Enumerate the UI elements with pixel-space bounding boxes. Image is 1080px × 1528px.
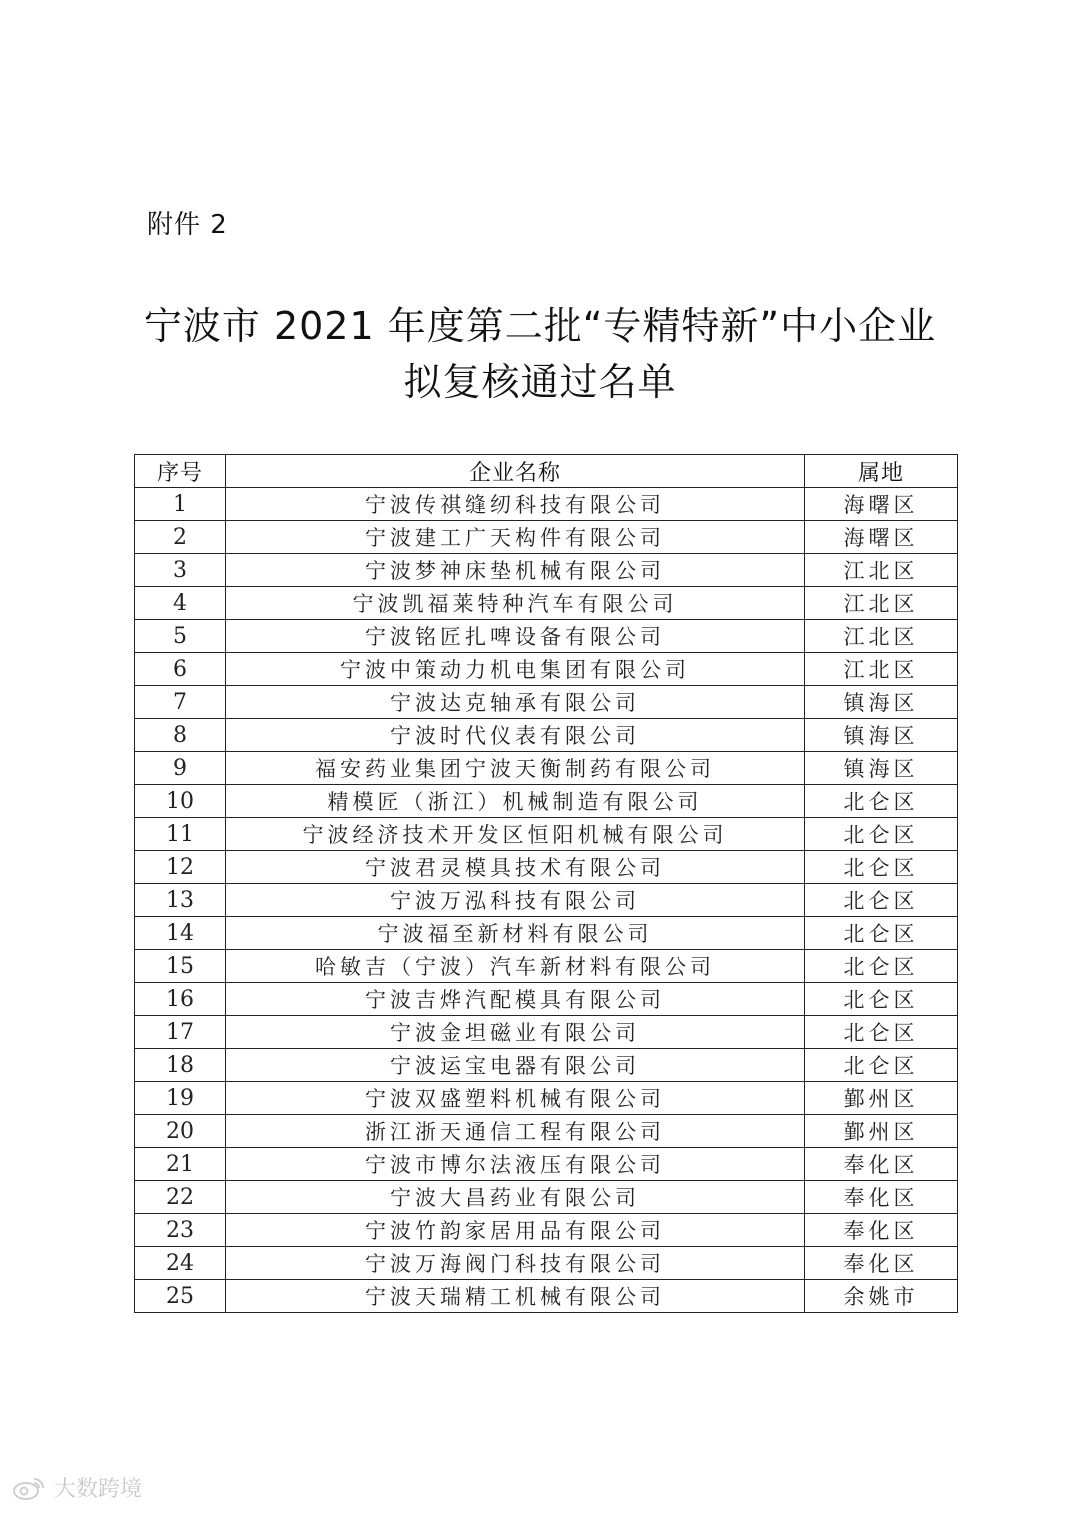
row-company-name: 宁波大昌药业有限公司 — [226, 1181, 805, 1214]
row-district: 江北区 — [805, 620, 958, 653]
weibo-logo-icon — [12, 1475, 46, 1501]
table-row — [135, 785, 958, 818]
row-index: 17 — [135, 1016, 226, 1049]
row-index: 16 — [135, 983, 226, 1016]
row-index: 21 — [135, 1148, 226, 1181]
row-company-name: 宁波建工广天构件有限公司 — [226, 521, 805, 554]
row-index: 19 — [135, 1082, 226, 1115]
row-district: 北仑区 — [805, 818, 958, 851]
row-company-name: 宁波万泓科技有限公司 — [226, 884, 805, 917]
title-line-1: 宁波市 2021 年度第二批“专精特新”中小企业 — [143, 304, 937, 348]
table-row — [135, 1247, 958, 1280]
row-district: 鄞州区 — [805, 1115, 958, 1148]
row-district: 北仑区 — [805, 785, 958, 818]
table-row — [135, 488, 958, 521]
row-company-name: 福安药业集团宁波天衡制药有限公司 — [226, 752, 805, 785]
table-row — [135, 521, 958, 554]
row-index: 22 — [135, 1181, 226, 1214]
table-row — [135, 686, 958, 719]
enterprise-table — [134, 454, 958, 1313]
row-district: 镇海区 — [805, 686, 958, 719]
table-row — [135, 620, 958, 653]
row-district: 奉化区 — [805, 1148, 958, 1181]
watermark-text: 大数跨境 — [54, 1477, 143, 1502]
table-row — [135, 884, 958, 917]
row-index: 25 — [135, 1280, 226, 1313]
row-index: 9 — [135, 752, 226, 785]
table-row — [135, 818, 958, 851]
table-row — [135, 917, 958, 950]
row-district: 北仑区 — [805, 983, 958, 1016]
row-index: 10 — [135, 785, 226, 818]
header-district: 属地 — [805, 455, 958, 488]
row-district: 江北区 — [805, 587, 958, 620]
row-district: 北仑区 — [805, 1016, 958, 1049]
row-index: 6 — [135, 653, 226, 686]
table-row — [135, 653, 958, 686]
row-index: 8 — [135, 719, 226, 752]
row-company-name: 浙江浙天通信工程有限公司 — [226, 1115, 805, 1148]
row-company-name: 宁波中策动力机电集团有限公司 — [226, 653, 805, 686]
row-index: 5 — [135, 620, 226, 653]
row-company-name: 宁波时代仪表有限公司 — [226, 719, 805, 752]
table-row — [135, 752, 958, 785]
row-company-name: 宁波万海阀门科技有限公司 — [226, 1247, 805, 1280]
table-row — [135, 1181, 958, 1214]
table-row — [135, 1049, 958, 1082]
row-district: 北仑区 — [805, 1049, 958, 1082]
table-row — [135, 1115, 958, 1148]
attachment-label: 附件 2 — [147, 210, 228, 240]
row-company-name: 宁波吉烨汽配模具有限公司 — [226, 983, 805, 1016]
row-company-name: 宁波天瑞精工机械有限公司 — [226, 1280, 805, 1313]
row-index: 24 — [135, 1247, 226, 1280]
row-district: 镇海区 — [805, 719, 958, 752]
row-district: 奉化区 — [805, 1181, 958, 1214]
watermark — [12, 1472, 142, 1503]
row-company-name: 宁波金坦磁业有限公司 — [226, 1016, 805, 1049]
row-district: 北仑区 — [805, 884, 958, 917]
row-index: 4 — [135, 587, 226, 620]
row-district: 鄞州区 — [805, 1082, 958, 1115]
table-row — [135, 1082, 958, 1115]
row-district: 江北区 — [805, 554, 958, 587]
row-district: 镇海区 — [805, 752, 958, 785]
row-company-name: 宁波君灵模具技术有限公司 — [226, 851, 805, 884]
row-index: 20 — [135, 1115, 226, 1148]
row-company-name: 宁波经济技术开发区恒阳机械有限公司 — [226, 818, 805, 851]
table-header-row — [135, 455, 958, 488]
row-company-name: 宁波竹韵家居用品有限公司 — [226, 1214, 805, 1247]
table-row — [135, 950, 958, 983]
row-index: 12 — [135, 851, 226, 884]
row-index: 13 — [135, 884, 226, 917]
row-district: 奉化区 — [805, 1247, 958, 1280]
row-district: 余姚市 — [805, 1280, 958, 1313]
row-company-name: 精模匠（浙江）机械制造有限公司 — [226, 785, 805, 818]
row-district: 海曙区 — [805, 521, 958, 554]
row-index: 18 — [135, 1049, 226, 1082]
row-district: 北仑区 — [805, 950, 958, 983]
table-row — [135, 587, 958, 620]
row-district: 北仑区 — [805, 851, 958, 884]
table-row — [135, 983, 958, 1016]
row-district: 奉化区 — [805, 1214, 958, 1247]
row-index: 2 — [135, 521, 226, 554]
table-row — [135, 554, 958, 587]
row-company-name: 哈敏吉（宁波）汽车新材料有限公司 — [226, 950, 805, 983]
row-company-name: 宁波铭匠扎啤设备有限公司 — [226, 620, 805, 653]
row-district: 北仑区 — [805, 917, 958, 950]
row-district: 江北区 — [805, 653, 958, 686]
row-company-name: 宁波双盛塑料机械有限公司 — [226, 1082, 805, 1115]
table-row — [135, 851, 958, 884]
row-district: 海曙区 — [805, 488, 958, 521]
table-row — [135, 1280, 958, 1313]
header-index: 序号 — [135, 455, 226, 488]
title-line-2: 拟复核通过名单 — [403, 360, 677, 404]
row-index: 7 — [135, 686, 226, 719]
table-row — [135, 1148, 958, 1181]
header-company: 企业名称 — [226, 455, 805, 488]
row-company-name: 宁波达克轴承有限公司 — [226, 686, 805, 719]
row-index: 14 — [135, 917, 226, 950]
row-company-name: 宁波福至新材料有限公司 — [226, 917, 805, 950]
table-row — [135, 1214, 958, 1247]
row-index: 23 — [135, 1214, 226, 1247]
row-company-name: 宁波传祺缝纫科技有限公司 — [226, 488, 805, 521]
row-index: 15 — [135, 950, 226, 983]
row-company-name: 宁波凯福莱特种汽车有限公司 — [226, 587, 805, 620]
table-row — [135, 1016, 958, 1049]
row-company-name: 宁波运宝电器有限公司 — [226, 1049, 805, 1082]
row-company-name: 宁波市博尔法液压有限公司 — [226, 1148, 805, 1181]
row-index: 3 — [135, 554, 226, 587]
table-row — [135, 719, 958, 752]
row-company-name: 宁波梦神床垫机械有限公司 — [226, 554, 805, 587]
row-index: 11 — [135, 818, 226, 851]
document-title — [0, 298, 1080, 410]
row-index: 1 — [135, 488, 226, 521]
